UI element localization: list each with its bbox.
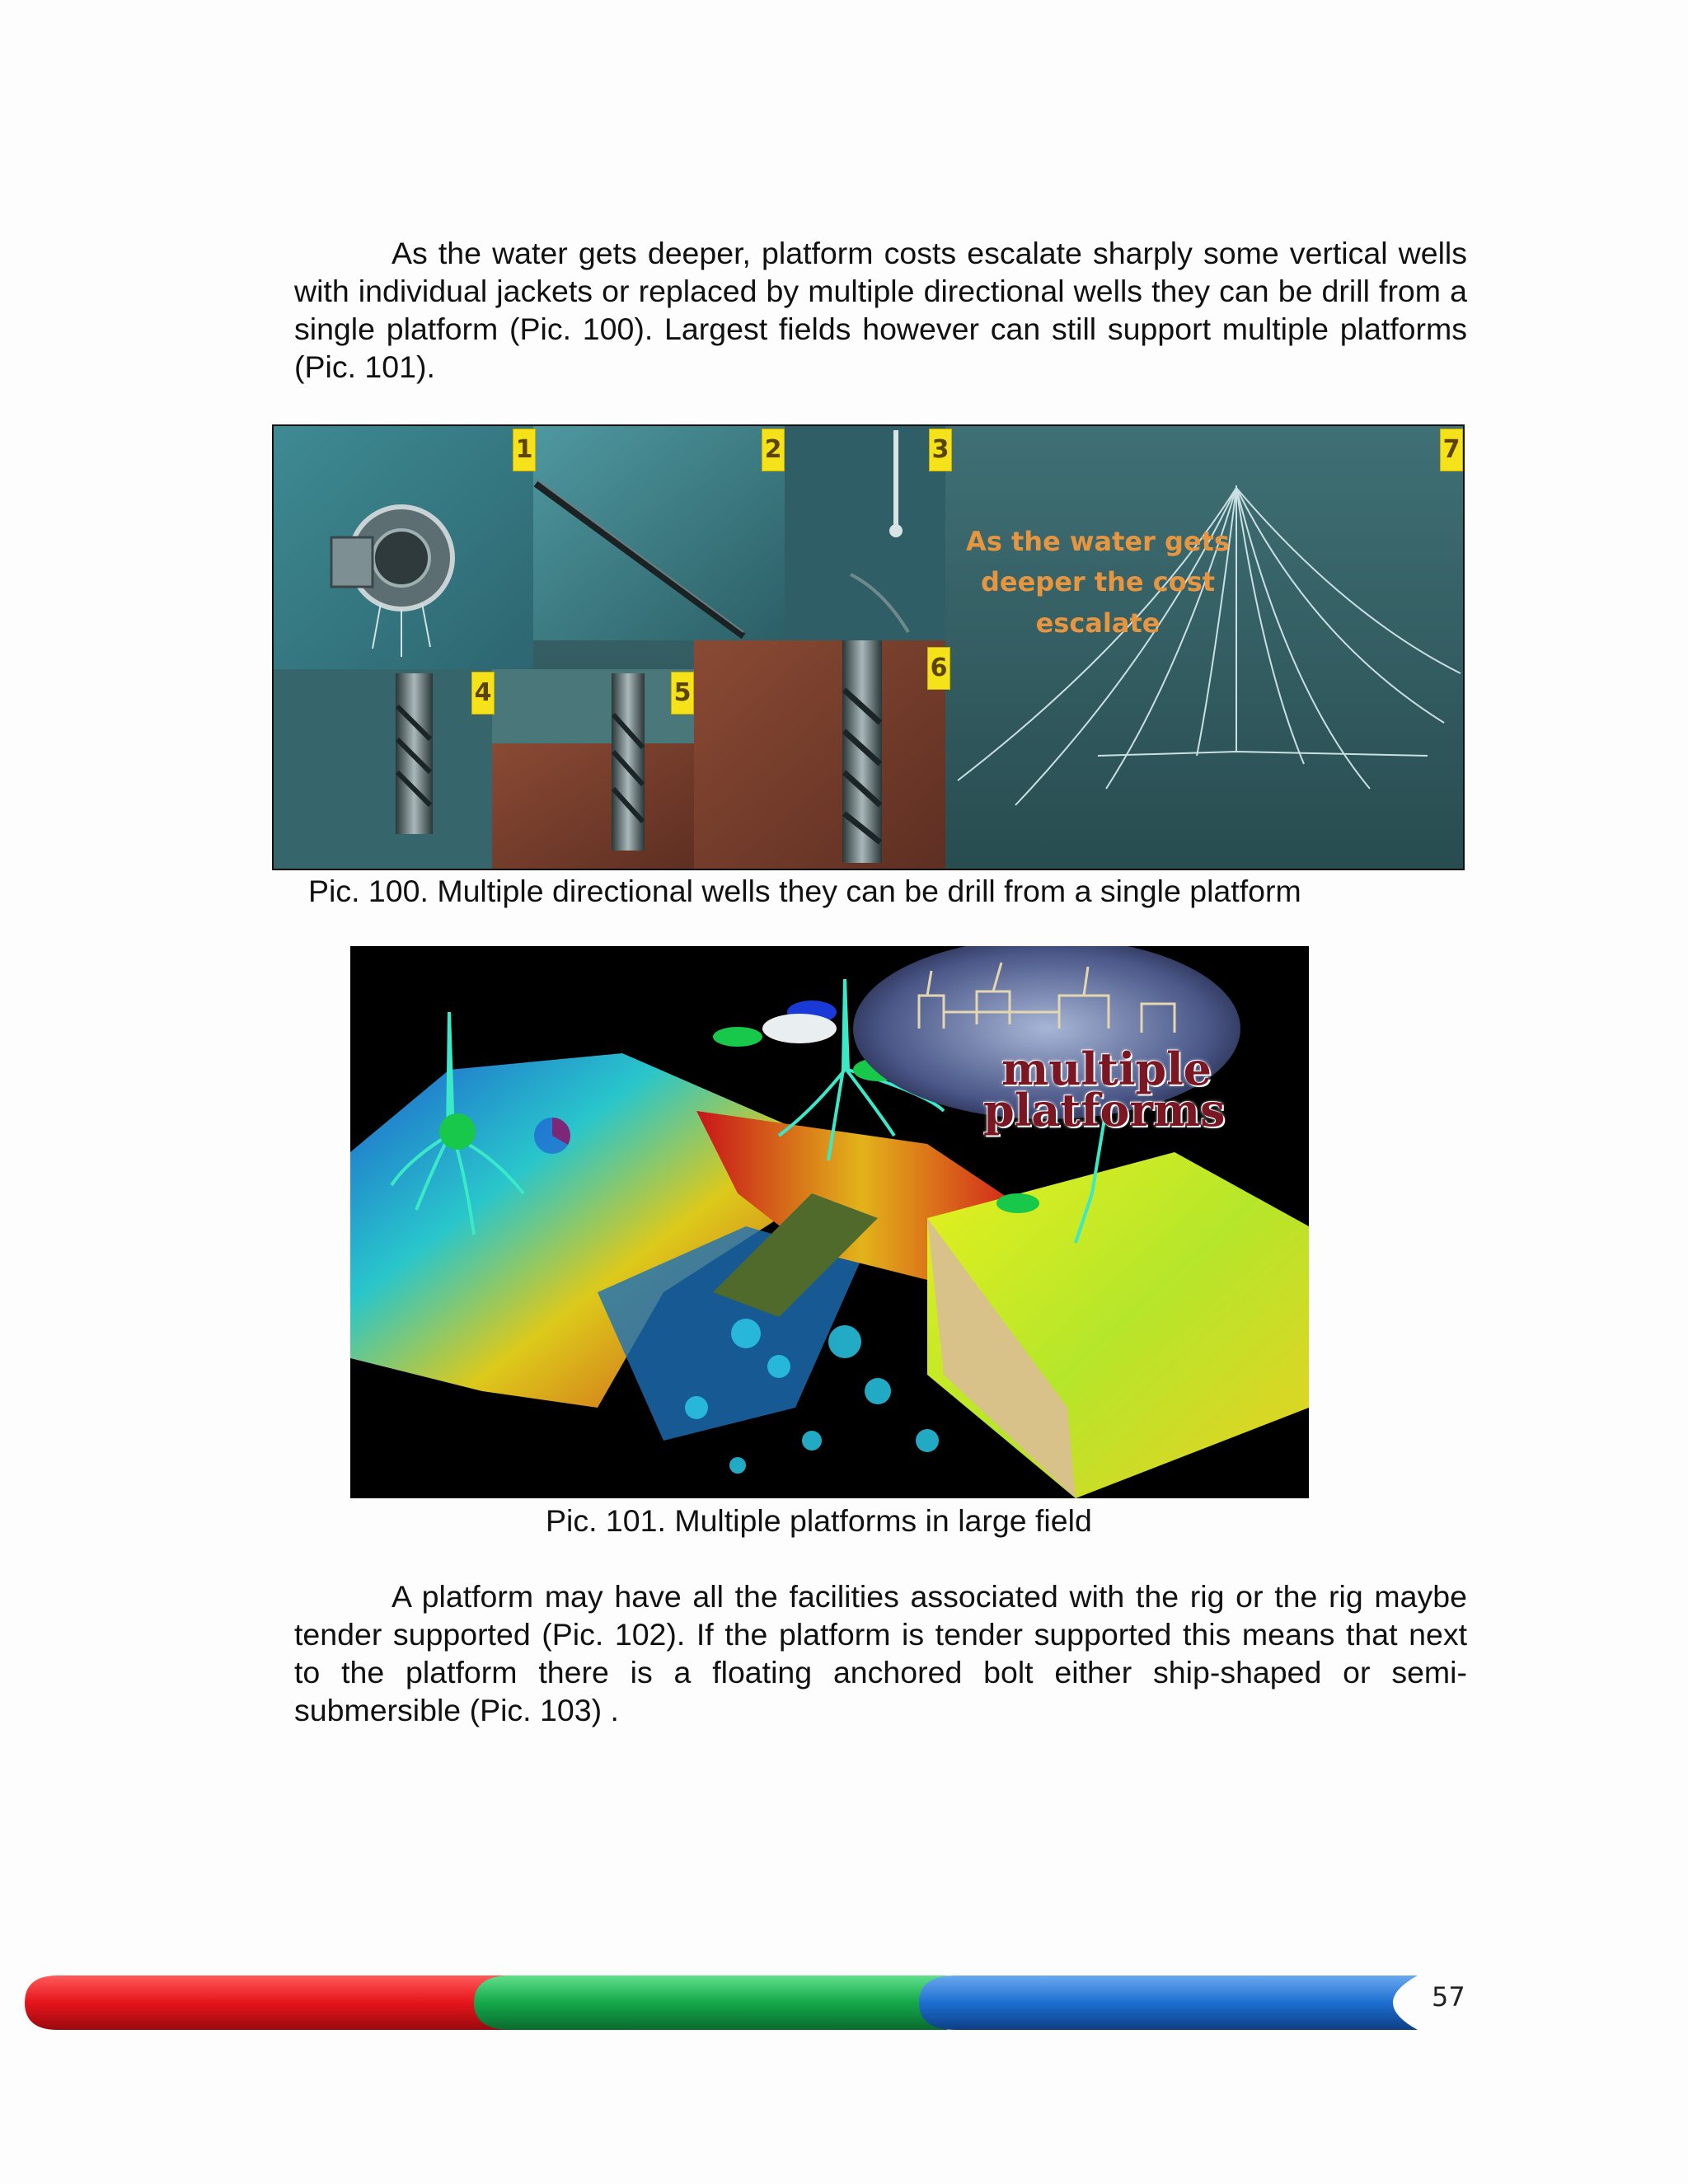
panel-number-7: 7 bbox=[1440, 429, 1463, 471]
overlay-platforms: platforms bbox=[983, 1084, 1226, 1137]
overlay-text-line-3: escalate bbox=[1035, 607, 1160, 639]
figure-101-image bbox=[350, 946, 1309, 1498]
panel-number-4: 4 bbox=[471, 672, 495, 715]
figure-100-image bbox=[272, 424, 1465, 870]
page-number: 57 bbox=[1432, 1981, 1465, 2013]
panel-number-2: 2 bbox=[762, 429, 785, 471]
overlay-text-line-2: deeper the cost bbox=[980, 566, 1216, 598]
panel-number-6: 6 bbox=[927, 647, 950, 690]
panel-number-1: 1 bbox=[513, 429, 536, 471]
panel-number-3: 3 bbox=[929, 429, 952, 471]
figure-100-illustration bbox=[274, 426, 1463, 869]
caption-pic-100: Pic. 100. Multiple directional wells they can be drill from a single platform bbox=[308, 874, 1301, 908]
paragraph-tender-supported: A platform may have all the facilities associated with the rig or the rig maybe tender supported (Pic. 102). If the platform is tender supported this means that next to the platform there is a floating anchored bolt either ship-shaped or semi-submersible (Pic. 103) . bbox=[294, 1579, 1467, 1727]
caption-pic-101: Pic. 101. Multiple platforms in large field bbox=[546, 1503, 1092, 1538]
paragraph-intro: As the water gets deeper, platform costs escalate sharply some vertical wells with individual jackets or replaced by multiple directional wells they can be drill from a single platform (Pic. 100). Largest fields however can still support multiple platforms (Pic. 101). bbox=[294, 236, 1467, 384]
overlay-text-line-1: As the water gets bbox=[966, 526, 1230, 557]
overlay-multiple: multiple bbox=[1001, 1043, 1212, 1095]
figure-101-illustration bbox=[350, 946, 1309, 1498]
panel-number-5: 5 bbox=[671, 672, 694, 715]
